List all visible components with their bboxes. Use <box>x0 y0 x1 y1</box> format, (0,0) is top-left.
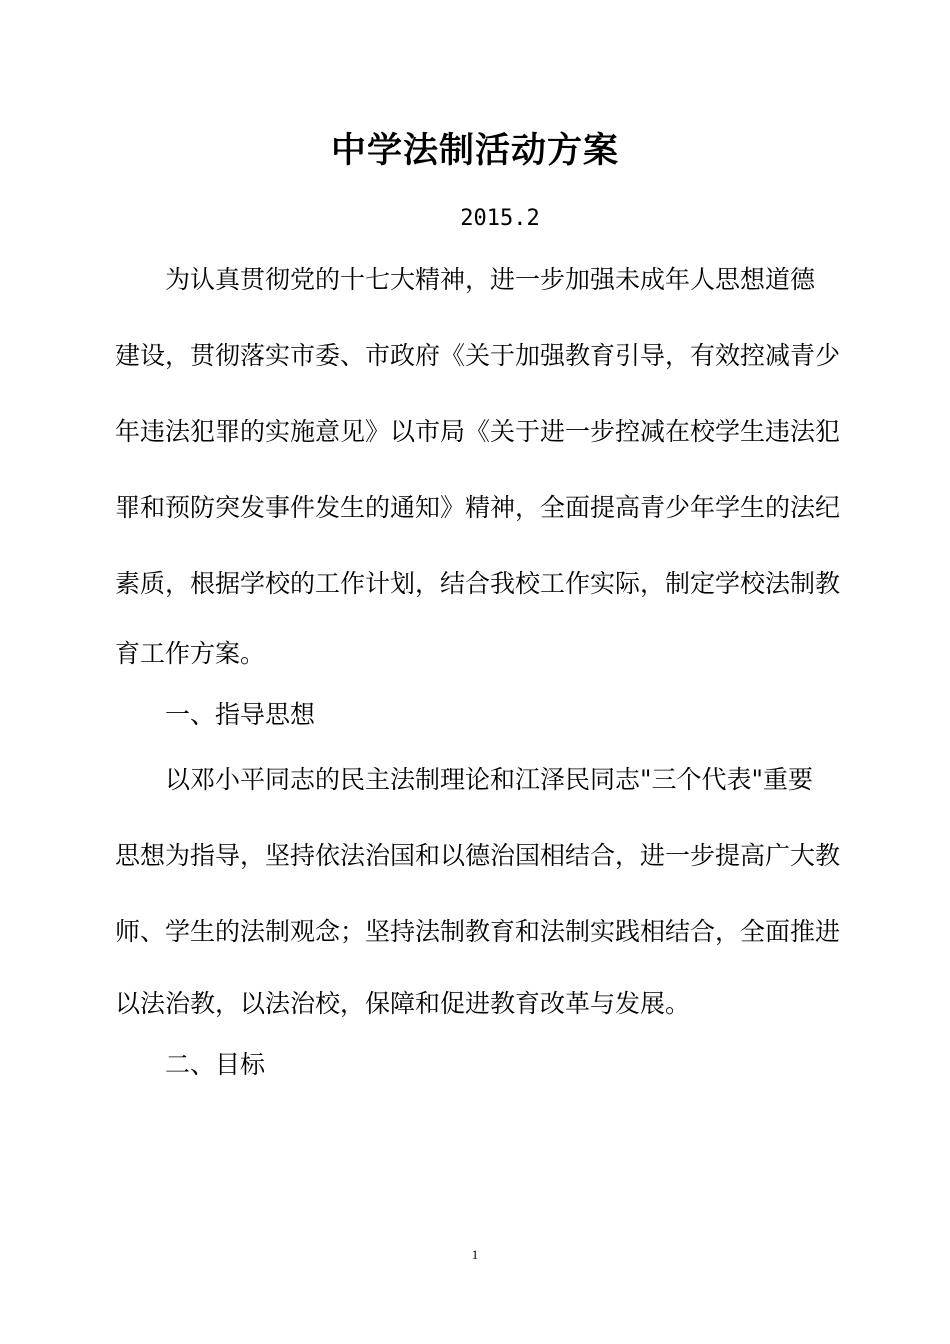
document-date: 2015.2 <box>460 206 540 231</box>
paragraph-line: 师、学生的法制观念；坚持法制教育和法制实践相结合，全面推进 <box>115 917 841 946</box>
paragraph-line: 思想为指导，坚持依法治国和以德治国相结合，进一步提高广大教 <box>115 841 841 870</box>
paragraph-line: 罪和预防突发事件发生的通知》精神，全面提高青少年学生的法纪 <box>115 493 841 522</box>
paragraph-line: 素质，根据学校的工作计划，结合我校工作实际，制定学校法制教 <box>115 569 841 598</box>
paragraph-line: 年违法犯罪的实施意见》以市局《关于进一步控减在校学生违法犯 <box>115 417 841 446</box>
paragraph-line: 为认真贯彻党的十七大精神，进一步加强未成年人思想道德 <box>165 265 816 294</box>
document-title: 中学法制活动方案 <box>330 131 619 171</box>
page-number: 1 <box>471 1247 479 1262</box>
section-heading: 二、目标 <box>165 1050 266 1079</box>
paragraph-line: 以法治教，以法治校，保障和促进教育改革与发展。 <box>115 989 691 1018</box>
paragraph-line: 以邓小平同志的民主法制理论和江泽民同志"三个代表"重要 <box>165 765 814 794</box>
paragraph-line: 育工作方案。 <box>115 639 266 668</box>
section-heading: 一、指导思想 <box>165 700 316 729</box>
paragraph-line: 建设，贯彻落实市委、市政府《关于加强教育引导，有效控减青少 <box>115 341 841 370</box>
